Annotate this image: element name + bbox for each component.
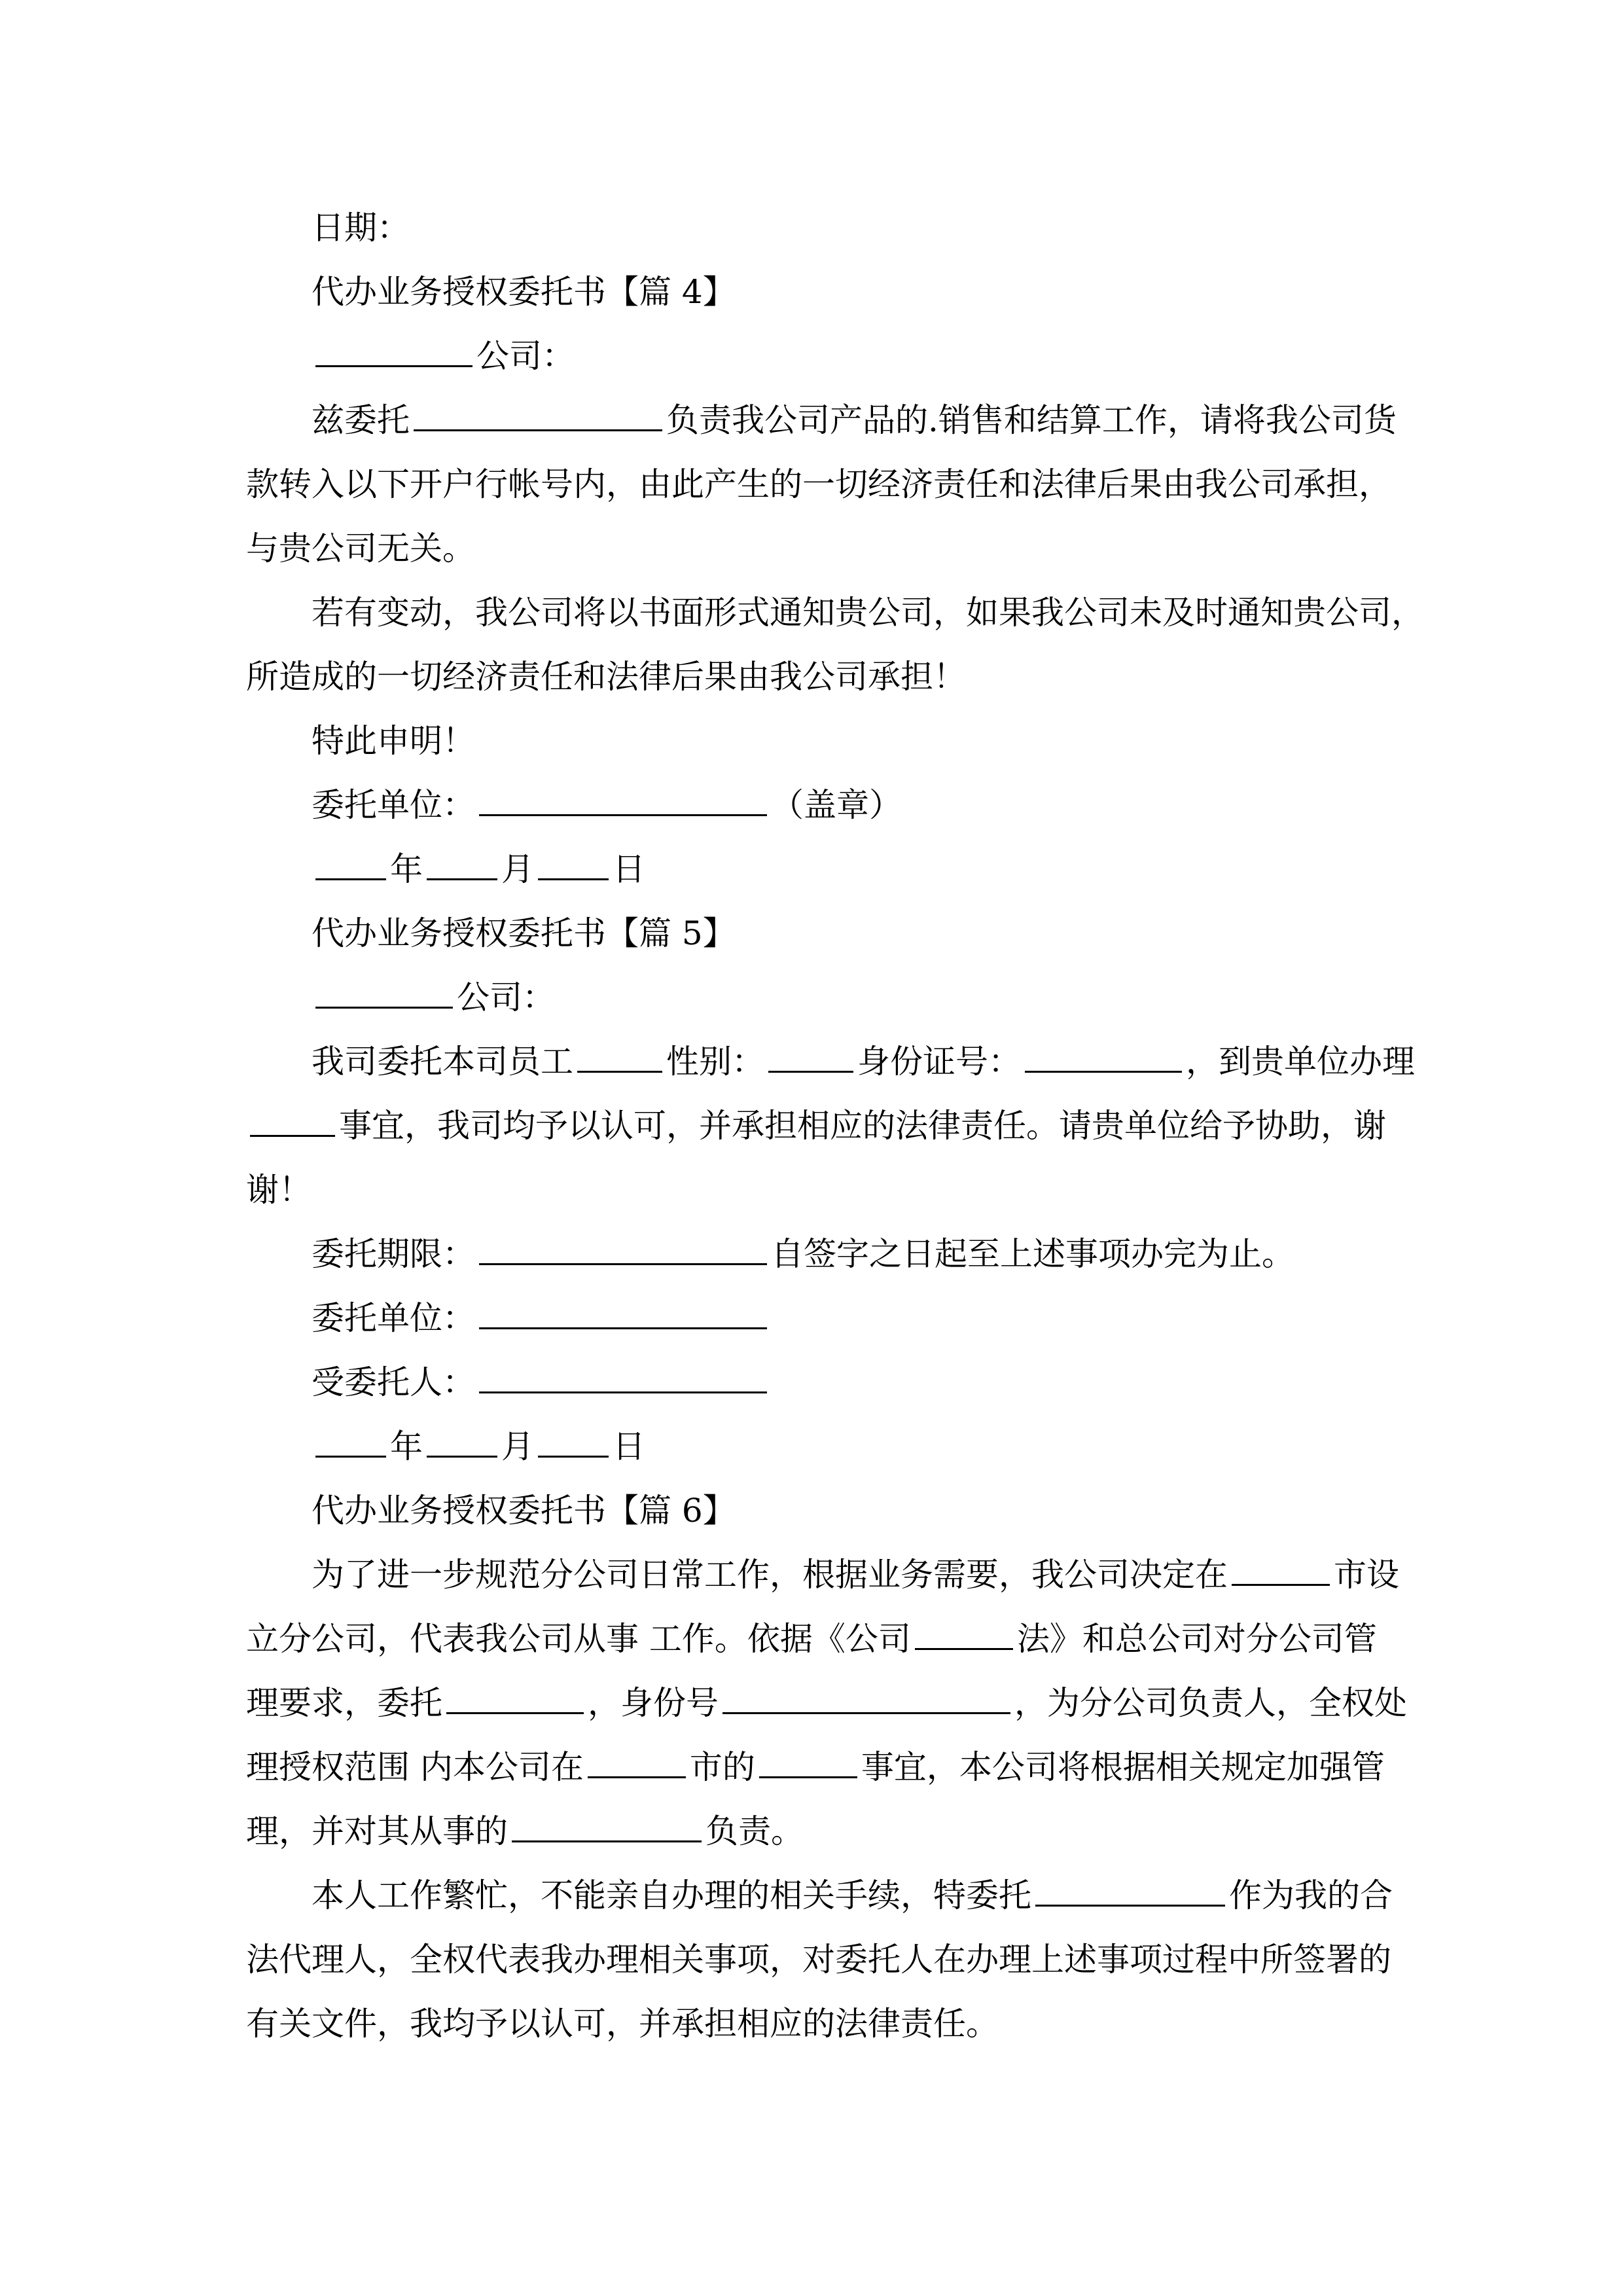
id-number-blank[interactable] [1025,1042,1182,1073]
section-5-trustee-line: 受委托人： [312,1363,771,1402]
section-6-line-4: 理授权范围 内本公司在 市的 事宜，本公司将根据相关规定加强管 [246,1748,1385,1786]
month-blank[interactable] [427,850,497,880]
period-blank[interactable] [479,1234,767,1265]
section-5-addressee: 公司： [312,978,555,1017]
section-5-title: 代办业务授权委托书【篇 5】 [312,914,736,952]
section-6-line-1: 为了进一步规范分公司日常工作，根据业务需要，我公司决定在 市设 [312,1556,1399,1594]
year-blank[interactable] [315,1427,386,1458]
section-6-title: 代办业务授权委托书【篇 6】 [312,1492,736,1530]
section-6-line-3: 理要求，委托 ，身份号 ，为分公司负责人，全权处 [246,1684,1407,1722]
section-6-line-8: 有关文件，我均予以认可，并承担相应的法律责任。 [246,2005,999,2043]
section-5-paragraph-1-line-1: 我司委托本司员工 性别： 身份证号： ，到贵单位办理 [312,1043,1415,1081]
date-label: 日期： [312,209,410,247]
unit-blank[interactable] [479,1299,767,1329]
section-4-paragraph-2-line-1: 若有变动，我公司将以书面形式通知贵公司，如果我公司未及时通知贵公司， [312,594,1424,632]
section-4-date-line: 年 月 日 [312,850,645,889]
section-5-unit-line: 委托单位： [312,1299,771,1338]
day-blank[interactable] [538,850,609,880]
company-name-blank[interactable] [315,978,453,1009]
section-4-title: 代办业务授权委托书【篇 4】 [312,273,736,311]
day-blank[interactable] [538,1427,609,1458]
section-5-date-line: 年 月 日 [312,1427,645,1466]
delegate-name-blank[interactable] [414,401,662,431]
law-blank[interactable] [915,1619,1013,1650]
year-blank[interactable] [315,850,386,880]
section-5-paragraph-1-line-3: 谢！ [246,1171,312,1209]
section-4-declaration: 特此申明！ [312,722,475,760]
section-6-line-2: 立分公司，代表我公司从事 工作。依据《公司 法》和总公司对分公司管 [246,1620,1377,1658]
city-blank[interactable] [588,1748,686,1778]
employee-name-blank[interactable] [577,1042,662,1073]
section-4-paragraph-2-line-2: 所造成的一切经济责任和法律后果由我公司承担！ [246,658,966,696]
section-5-period-line: 委托期限： 自签字之日起至上述事项办完为止。 [312,1235,1294,1273]
agent-name-blank[interactable] [1035,1876,1225,1907]
section-6-line-6: 本人工作繁忙，不能亲自办理的相关手续，特委托 作为我的合 [312,1876,1393,1914]
trustee-blank[interactable] [479,1363,767,1393]
section-4-unit-line: 委托单位： （盖章） [312,786,902,824]
section-6-line-7: 法代理人，全权代表我办理相关事项，对委托人在办理上述事项过程中所签署的 [246,1941,1391,1979]
business-blank[interactable] [512,1812,702,1842]
gender-blank[interactable] [768,1042,853,1073]
section-5-paragraph-1-line-2: 事宜，我司均予以认可，并承担相应的法律责任。请贵单位给予协助，谢 [246,1106,1386,1145]
unit-blank[interactable] [479,785,767,816]
matter-blank[interactable] [250,1106,335,1137]
month-blank[interactable] [427,1427,497,1458]
company-name-blank[interactable] [315,336,473,367]
matter-blank[interactable] [759,1748,857,1778]
section-4-paragraph-1-line-1: 兹委托 负责我公司产品的.销售和结算工作，请将我公司货 [312,401,1397,439]
city-blank[interactable] [1232,1555,1330,1586]
section-4-paragraph-1-line-3: 与贵公司无关。 [246,529,475,567]
section-4-addressee: 公司： [312,336,575,376]
delegate-name-blank[interactable] [446,1683,584,1714]
section-6-line-5: 理，并对其从事的 负责。 [246,1812,804,1850]
section-4-paragraph-1-line-2: 款转入以下开户行帐号内，由此产生的一切经济责任和法律后果由我公司承担， [246,465,1391,503]
id-number-blank[interactable] [722,1683,1010,1714]
